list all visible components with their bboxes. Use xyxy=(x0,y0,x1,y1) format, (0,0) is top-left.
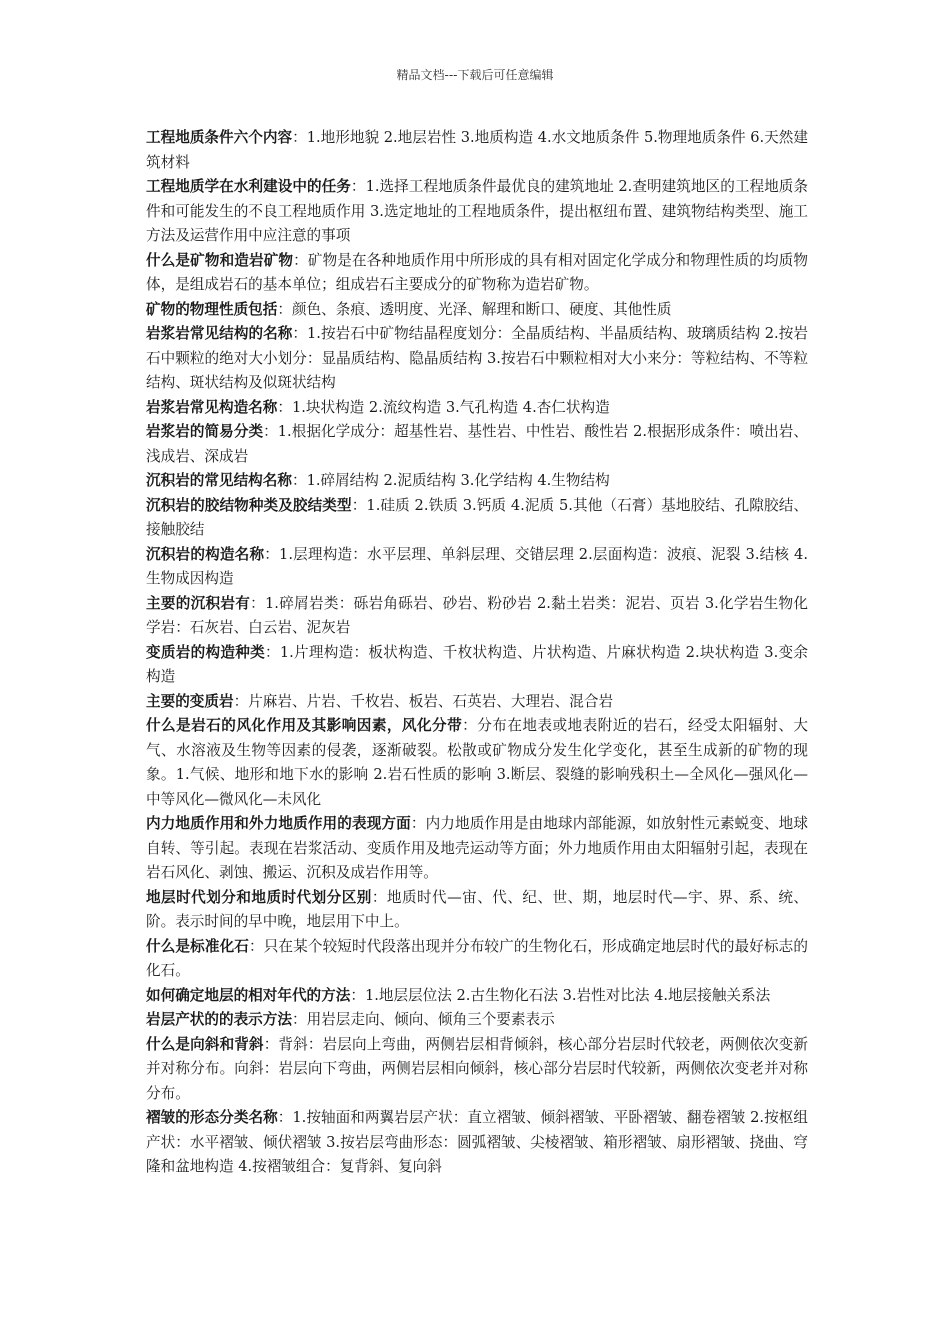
entry-igneous-texture: 岩浆岩常见结构的名称：1.按岩石中矿物结晶程度划分：全晶质结构、半晶质结构、玻璃质结构 2.按岩石中颗粒的绝对大小划分：显晶质结构、隐晶质结构 3.按岩石中颗粒相对大小来分：等粒结构、不等粒结构、斑状结构及似斑状结构 xyxy=(146,325,808,391)
entry-term: 内力地质作用和外力地质作用的表现方面 xyxy=(146,815,411,832)
entry-body: 1.碎屑结构 2.泥质结构 3.化学结构 4.生物结构 xyxy=(306,472,610,489)
entry-minerals: 什么是矿物和造岩矿物：矿物是在各种地质作用中所形成的具有相对固定化学成分和物理性质的均质物体，是组成岩石的基本单位；组成岩石主要成分的矿物称为造岩矿物。 xyxy=(146,251,808,293)
entry-body: 用岩层走向、倾向、倾角三个要素表示 xyxy=(306,1011,555,1028)
entry-body: 1.硅质 2.铁质 3.钙质 4.泥质 5.其他（石膏）基地胶结、孔隙胶结、接触胶结 xyxy=(146,496,808,538)
entry-term: 岩浆岩常见构造名称 xyxy=(146,398,278,416)
entry-body: 只在某个较短时代段落出现并分布较广的生物化石，形成确定地层时代的最好标志的化石。 xyxy=(146,937,808,979)
entry-geo-tasks: 工程地质学在水利建设中的任务：1.选择工程地质条件最优良的建筑地址 2.查明建筑地区的工程地质条件和可能发生的不良工程地质作用 3.选定地址的工程地质条件，提出枢纽布置、建筑物结构类型、施工方法及运营作用中应注意的事项 xyxy=(146,178,808,244)
entry-igneous-classification: 岩浆岩的简易分类：1.根据化学成分：超基性岩、基性岩、中性岩、酸性岩 2.根据形成条件：喷出岩、浅成岩、深成岩 xyxy=(146,423,808,465)
entry-attitude: 岩层产状的的表示方法：用岩层走向、倾向、倾角三个要素表示 xyxy=(146,1011,555,1028)
entry-term: 工程地质条件六个内容 xyxy=(146,129,293,146)
entry-body: 1.层理构造：水平层理、单斜层理、交错层理 2.层面构造：波痕、泥裂 3.结核 4.生物成因构造 xyxy=(146,545,808,587)
entry-mineral-properties: 矿物的物理性质包括：颜色、条痕、透明度、光泽、解理和断口、硬度、其他性质 xyxy=(146,300,672,318)
entry-anticline-syncline: 什么是向斜和背斜：背斜：岩层向上弯曲，两侧岩层相背倾斜，核心部分岩层时代较老，两侧依次变新并对称分布。向斜：岩层向下弯曲，两侧岩层相向倾斜，核心部分岩层时代较新，两侧依次变老并对称分布。 xyxy=(146,1035,808,1102)
entry-sedimentary-structure: 沉积岩的构造名称：1.层理构造：水平层理、单斜层理、交错层理 2.层面构造：波痕、泥裂 3.结核 4.生物成因构造 xyxy=(146,545,808,587)
entry-body: 分布在地表或地表附近的岩石，经受太阳辐射、大气、水溶液及生物等因素的侵袭，逐渐破裂。松散或矿物成分发生化学变化，甚至生成新的矿物的现象。1.气候、地形和地下水的影响 2.岩石性质的影响 3.断层、裂缝的影响残积土—全风化—强风化—中等风化—微风化—未风化 xyxy=(146,717,808,808)
entry-term: 地层时代划分和地质时代划分区别 xyxy=(146,888,372,906)
entry-term: 什么是岩石的风化作用及其影响因素，风化分带 xyxy=(146,717,463,734)
entry-term: 工程地质学在水利建设中的任务 xyxy=(146,178,351,195)
entry-body: 1.地形地貌 2.地层岩性 3.地质构造 4.水文地质条件 5.物理地质条件 6.天然建筑材料 xyxy=(146,129,808,171)
document-body xyxy=(146,126,808,1180)
entry-term: 什么是标准化石 xyxy=(146,937,249,955)
entry-term: 主要的变质岩 xyxy=(146,692,234,710)
page-header: 精品文档---下载后可任意编辑 xyxy=(396,68,554,82)
entry-sedimentary-rocks: 主要的沉积岩有：1.碎屑岩类：砾岩角砾岩、砂岩、粉砂岩 2.黏土岩类：泥岩、页岩 3.化学岩生物化学岩：石灰岩、白云岩、泥灰岩 xyxy=(146,594,808,636)
entry-fold-classification: 褶皱的形态分类名称：1.按轴面和两翼岩层产状：直立褶皱、倾斜褶皱、平卧褶皱、翻卷褶皱 2.按枢组产状：水平褶皱、倾伏褶皱 3.按岩层弯曲形态：圆弧褶皱、尖棱褶皱、箱形褶皱、扇形褶皱、挠曲、穹隆和盆地构造 4.按褶皱组合：复背斜、复向斜 xyxy=(146,1109,808,1175)
entry-term: 如何确定地层的相对年代的方法 xyxy=(146,986,351,1004)
entry-body: 背斜：岩层向上弯曲，两侧岩层相背倾斜，核心部分岩层时代较老，两侧依次变新并对称分布。向斜：岩层向下弯曲，两侧岩层相向倾斜，核心部分岩层时代较新，两侧依次变老并对称分布。 xyxy=(146,1035,808,1102)
entry-body: 1.按岩石中矿物结晶程度划分：全晶质结构、半晶质结构、玻璃质结构 2.按岩石中颗粒的绝对大小划分：显晶质结构、隐晶质结构 3.按岩石中颗粒相对大小来分：等粒结构、不等粒结构、斑状结构及似斑状结构 xyxy=(146,325,808,391)
entry-term: 主要的沉积岩有 xyxy=(146,594,251,612)
entry-geo-conditions: 工程地质条件六个内容：1.地形地貌 2.地层岩性 3.地质构造 4.水文地质条件 5.物理地质条件 6.天然建筑材料 xyxy=(146,129,808,171)
entry-term: 褶皱的形态分类名称 xyxy=(146,1109,278,1126)
entry-weathering: 什么是岩石的风化作用及其影响因素，风化分带：分布在地表或地表附近的岩石，经受太阳辐射、大气、水溶液及生物等因素的侵袭，逐渐破裂。松散或矿物成分发生化学变化，甚至生成新的矿物的现象。1.气候、地形和地下水的影响 2.岩石性质的影响 3.断层、裂缝的影响残积土—全风化—强风化—中等风化—微风化—未风化 xyxy=(146,717,808,808)
entry-igneous-structure: 岩浆岩常见构造名称：1.块状构造 2.流纹构造 3.气孔构造 4.杏仁状构造 xyxy=(146,398,610,416)
entry-time-division: 地层时代划分和地质时代划分区别：地质时代—宙、代、纪、世、期，地层时代—宇、界、系、统、阶。表示时间的早中晚，地层用下中上。 xyxy=(146,888,808,930)
entry-term: 沉积岩的胶结物种类及胶结类型 xyxy=(146,496,352,514)
entry-body: 矿物是在各种地质作用中所形成的具有相对固定化学成分和物理性质的均质物体，是组成岩石的基本单位；组成岩石主要成分的矿物称为造岩矿物。 xyxy=(146,251,808,293)
entry-body: 颜色、条痕、透明度、光泽、解理和断口、硬度、其他性质 xyxy=(291,300,672,318)
entry-term: 岩层产状的的表示方法 xyxy=(146,1011,292,1028)
entry-term: 什么是向斜和背斜 xyxy=(146,1035,264,1053)
entry-body: 1.根据化学成分：超基性岩、基性岩、中性岩、酸性岩 2.根据形成条件：喷出岩、浅成岩、深成岩 xyxy=(146,423,808,465)
entry-relative-dating: 如何确定地层的相对年代的方法：1.地层层位法 2.古生物化石法 3.岩性对比法 4.地层接触关系法 xyxy=(146,986,771,1004)
entry-sedimentary-cement: 沉积岩的胶结物种类及胶结类型：1.硅质 2.铁质 3.钙质 4.泥质 5.其他（石膏）基地胶结、孔隙胶结、接触胶结 xyxy=(146,496,808,538)
entry-term: 沉积岩的构造名称 xyxy=(146,545,265,563)
entry-internal-external-processes: 内力地质作用和外力地质作用的表现方面：内力地质作用是由地球内部能源，如放射性元素蜕变、地球自转、等引起。表现在岩浆活动、变质作用及地壳运动等方面；外力地质作用由太阳辐射引起，表现在岩石风化、剥蚀、搬运、沉积及成岩作用等。 xyxy=(146,815,808,881)
entry-body: 内力地质作用是由地球内部能源，如放射性元素蜕变、地球自转、等引起。表现在岩浆活动、变质作用及地壳运动等方面；外力地质作用由太阳辐射引起，表现在岩石风化、剥蚀、搬运、沉积及成岩作用等。 xyxy=(146,815,808,881)
entry-metamorphic-rocks: 主要的变质岩：片麻岩、片岩、千枚岩、板岩、石英岩、大理岩、混合岩 xyxy=(146,692,614,710)
entry-body: 地质时代—宙、代、纪、世、期，地层时代—宇、界、系、统、阶。表示时间的早中晚，地层用下中上。 xyxy=(146,888,808,930)
entry-body: 1.片理构造：板状构造、千枚状构造、片状构造、片麻状构造 2.块状构造 3.变余构造 xyxy=(146,643,808,685)
entry-term: 什么是矿物和造岩矿物 xyxy=(146,251,294,269)
entry-body: 1.碎屑岩类：砾岩角砾岩、砂岩、粉砂岩 2.黏土岩类：泥岩、页岩 3.化学岩生物化学岩：石灰岩、白云岩、泥灰岩 xyxy=(146,594,808,636)
entry-sedimentary-texture: 沉积岩的常见结构名称：1.碎屑结构 2.泥质结构 3.化学结构 4.生物结构 xyxy=(146,472,610,489)
entry-body: 1.按轴面和两翼岩层产状：直立褶皱、倾斜褶皱、平卧褶皱、翻卷褶皱 2.按枢组产状：水平褶皱、倾伏褶皱 3.按岩层弯曲形态：圆弧褶皱、尖棱褶皱、箱形褶皱、扇形褶皱、挠曲、穹隆和盆地构造 4.按褶皱组合：复背斜、复向斜 xyxy=(146,1109,808,1175)
entry-term: 矿物的物理性质包括 xyxy=(146,300,278,318)
entry-body: 1.地层层位法 2.古生物化石法 3.岩性对比法 4.地层接触关系法 xyxy=(364,986,771,1004)
entry-term: 沉积岩的常见结构名称 xyxy=(146,472,292,489)
entry-term: 变质岩的构造种类 xyxy=(146,643,265,661)
entry-metamorphic-structure: 变质岩的构造种类：1.片理构造：板状构造、千枚状构造、片状构造、片麻状构造 2.块状构造 3.变余构造 xyxy=(146,643,808,685)
entry-body: 片麻岩、片岩、千枚岩、板岩、石英岩、大理岩、混合岩 xyxy=(248,692,614,710)
entry-index-fossil: 什么是标准化石：只在某个较短时代段落出现并分布较广的生物化石，形成确定地层时代的最好标志的化石。 xyxy=(146,937,808,979)
entry-body: 1.块状构造 2.流纹构造 3.气孔构造 4.杏仁状构造 xyxy=(291,398,610,416)
entry-term: 岩浆岩的简易分类 xyxy=(146,423,264,440)
entry-term: 岩浆岩常见结构的名称 xyxy=(146,325,293,342)
entry-body: 1.选择工程地质条件最优良的建筑地址 2.查明建筑地区的工程地质条件和可能发生的不良工程地质作用 3.选定地址的工程地质条件，提出枢纽布置、建筑物结构类型、施工方法及运营作用中应注意的事项 xyxy=(146,178,808,244)
